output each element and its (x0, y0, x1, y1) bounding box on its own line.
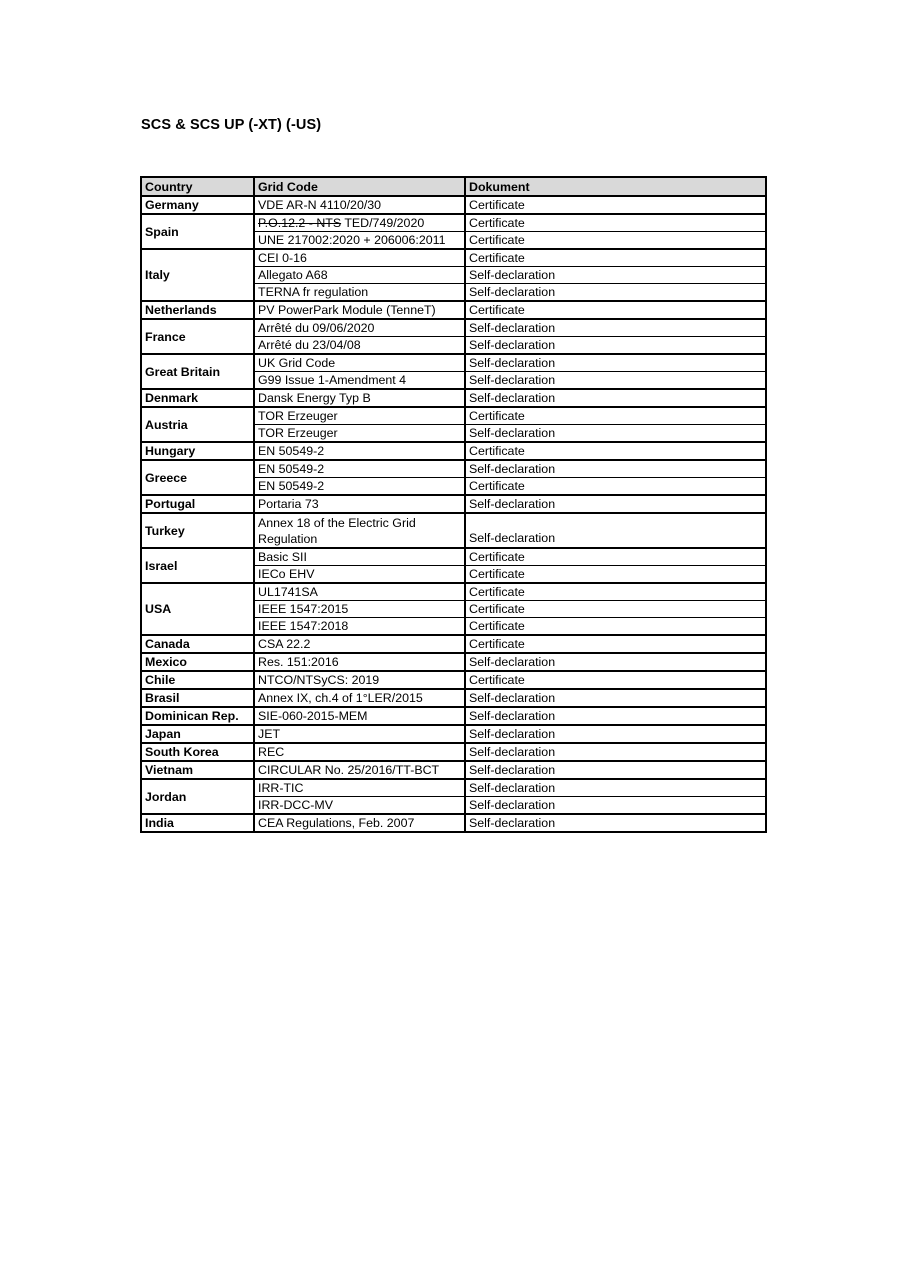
table-body (141, 196, 766, 832)
cell-grid-code: CEI 0-16 (254, 249, 465, 267)
cell-grid-code: TOR Erzeuger (254, 407, 465, 425)
cell-grid-code: IRR-TIC (254, 779, 465, 797)
cell-grid-code: UNE 217002:2020 + 206006:2011 (254, 232, 465, 250)
cell-dokument: Self-declaration (465, 743, 766, 761)
cell-grid-code: CSA 22.2 (254, 635, 465, 653)
cell-grid-code: G99 Issue 1-Amendment 4 (254, 372, 465, 390)
cell-grid-code: IEEE 1547:2015 (254, 601, 465, 618)
cell-country: Greece (141, 460, 254, 495)
cell-grid-code: Allegato A68 (254, 267, 465, 284)
cell-grid-code: UL1741SA (254, 583, 465, 601)
cell-country: Denmark (141, 389, 254, 407)
cell-dokument: Self-declaration (465, 389, 766, 407)
cell-dokument: Certificate (465, 548, 766, 566)
cell-dokument: Certificate (465, 442, 766, 460)
cell-dokument: Self-declaration (465, 653, 766, 671)
cell-grid-code: JET (254, 725, 465, 743)
table-row (141, 779, 766, 797)
cell-dokument: Self-declaration (465, 689, 766, 707)
cell-dokument: Certificate (465, 671, 766, 689)
cell-country: Austria (141, 407, 254, 442)
cell-grid-code (254, 214, 465, 232)
cell-dokument: Certificate (465, 635, 766, 653)
cell-dokument: Certificate (465, 407, 766, 425)
table-row (141, 249, 766, 267)
cell-grid-code: Res. 151:2016 (254, 653, 465, 671)
cell-country: Germany (141, 196, 254, 214)
cell-dokument: Certificate (465, 566, 766, 584)
plain-text: TED/749/2020 (341, 216, 425, 230)
cell-dokument: Self-declaration (465, 425, 766, 443)
table-row (141, 689, 766, 707)
table-row (141, 548, 766, 566)
cell-grid-code: CEA Regulations, Feb. 2007 (254, 814, 465, 832)
cell-dokument: Self-declaration (465, 372, 766, 390)
cell-grid-code: IRR-DCC-MV (254, 797, 465, 815)
cell-country: Japan (141, 725, 254, 743)
cell-dokument: Self-declaration (465, 779, 766, 797)
table-row (141, 707, 766, 725)
cell-grid-code: Basic SII (254, 548, 465, 566)
column-header-grid-code: Grid Code (254, 177, 465, 196)
cell-grid-code: Arrêté du 23/04/08 (254, 337, 465, 355)
table-row (141, 442, 766, 460)
cell-grid-code: Annex IX, ch.4 of 1°LER/2015 (254, 689, 465, 707)
cell-grid-code: UK Grid Code (254, 354, 465, 372)
table-header (141, 177, 766, 196)
cell-grid-code: PV PowerPark Module (TenneT) (254, 301, 465, 319)
cell-dokument: Self-declaration (465, 284, 766, 302)
cell-country: Brasil (141, 689, 254, 707)
table-row (141, 460, 766, 478)
cell-dokument: Certificate (465, 214, 766, 232)
table-row (141, 743, 766, 761)
table-row (141, 495, 766, 513)
cell-country: Mexico (141, 653, 254, 671)
cell-country: Great Britain (141, 354, 254, 389)
table-row (141, 671, 766, 689)
cell-dokument: Self-declaration (465, 797, 766, 815)
table-row (141, 725, 766, 743)
cell-country: Portugal (141, 495, 254, 513)
cell-grid-code: EN 50549-2 (254, 460, 465, 478)
cell-grid-code: VDE AR-N 4110/20/30 (254, 196, 465, 214)
page-title: SCS & SCS UP (-XT) (-US) (141, 117, 322, 133)
cell-dokument: Certificate (465, 478, 766, 496)
cell-grid-code: TOR Erzeuger (254, 425, 465, 443)
cell-country: Hungary (141, 442, 254, 460)
cell-dokument: Certificate (465, 601, 766, 618)
table-row (141, 214, 766, 232)
cell-country: Netherlands (141, 301, 254, 319)
cell-country: Jordan (141, 779, 254, 814)
struck-text: P.O.12.2 - NTS (258, 216, 342, 230)
cell-country: Canada (141, 635, 254, 653)
table-row (141, 583, 766, 601)
cell-dokument: Self-declaration (465, 319, 766, 337)
cell-dokument: Self-declaration (465, 337, 766, 355)
table-row (141, 196, 766, 214)
cell-dokument: Certificate (465, 249, 766, 267)
cell-country: India (141, 814, 254, 832)
cell-country: Israel (141, 548, 254, 583)
table-header-row (141, 177, 766, 196)
cell-grid-code: TERNA fr regulation (254, 284, 465, 302)
column-header-country: Country (141, 177, 254, 196)
cell-grid-code: EN 50549-2 (254, 478, 465, 496)
cell-country: USA (141, 583, 254, 635)
cell-dokument: Self-declaration (465, 725, 766, 743)
table-row (141, 407, 766, 425)
table-row (141, 513, 766, 548)
cell-grid-code: SIE-060-2015-MEM (254, 707, 465, 725)
cell-dokument: Certificate (465, 232, 766, 250)
table-row (141, 761, 766, 779)
cell-country: Turkey (141, 513, 254, 548)
cell-grid-code: CIRCULAR No. 25/2016/TT-BCT (254, 761, 465, 779)
cell-dokument: Self-declaration (465, 354, 766, 372)
column-header-dokument: Dokument (465, 177, 766, 196)
cell-grid-code: IEEE 1547:2018 (254, 618, 465, 636)
cell-country: Dominican Rep. (141, 707, 254, 725)
cell-country: South Korea (141, 743, 254, 761)
cell-grid-code: EN 50549-2 (254, 442, 465, 460)
cell-dokument: Self-declaration (465, 707, 766, 725)
cell-grid-code: IECo EHV (254, 566, 465, 584)
table-row (141, 319, 766, 337)
cell-dokument: Certificate (465, 583, 766, 601)
cell-dokument: Certificate (465, 618, 766, 636)
cell-dokument: Certificate (465, 301, 766, 319)
table-row (141, 354, 766, 372)
cell-dokument: Self-declaration (465, 495, 766, 513)
cell-grid-code: Annex 18 of the Electric Grid Regulation (254, 513, 465, 548)
cell-country: Chile (141, 671, 254, 689)
table-row (141, 635, 766, 653)
table-row (141, 389, 766, 407)
cell-dokument: Certificate (465, 196, 766, 214)
cell-dokument: Self-declaration (465, 460, 766, 478)
cell-country: France (141, 319, 254, 354)
cell-grid-code: Portaria 73 (254, 495, 465, 513)
cell-dokument: Self-declaration (465, 814, 766, 832)
table-row (141, 814, 766, 832)
cell-grid-code: REC (254, 743, 465, 761)
cell-country: Vietnam (141, 761, 254, 779)
grid-code-table (140, 176, 767, 833)
table-row (141, 653, 766, 671)
cell-grid-code: Arrêté du 09/06/2020 (254, 319, 465, 337)
cell-dokument: Self-declaration (465, 513, 766, 548)
table-row (141, 301, 766, 319)
cell-country: Italy (141, 249, 254, 301)
cell-grid-code: Dansk Energy Typ B (254, 389, 465, 407)
cell-country: Spain (141, 214, 254, 249)
cell-grid-code: NTCO/NTSyCS: 2019 (254, 671, 465, 689)
cell-dokument: Self-declaration (465, 761, 766, 779)
cell-dokument: Self-declaration (465, 267, 766, 284)
